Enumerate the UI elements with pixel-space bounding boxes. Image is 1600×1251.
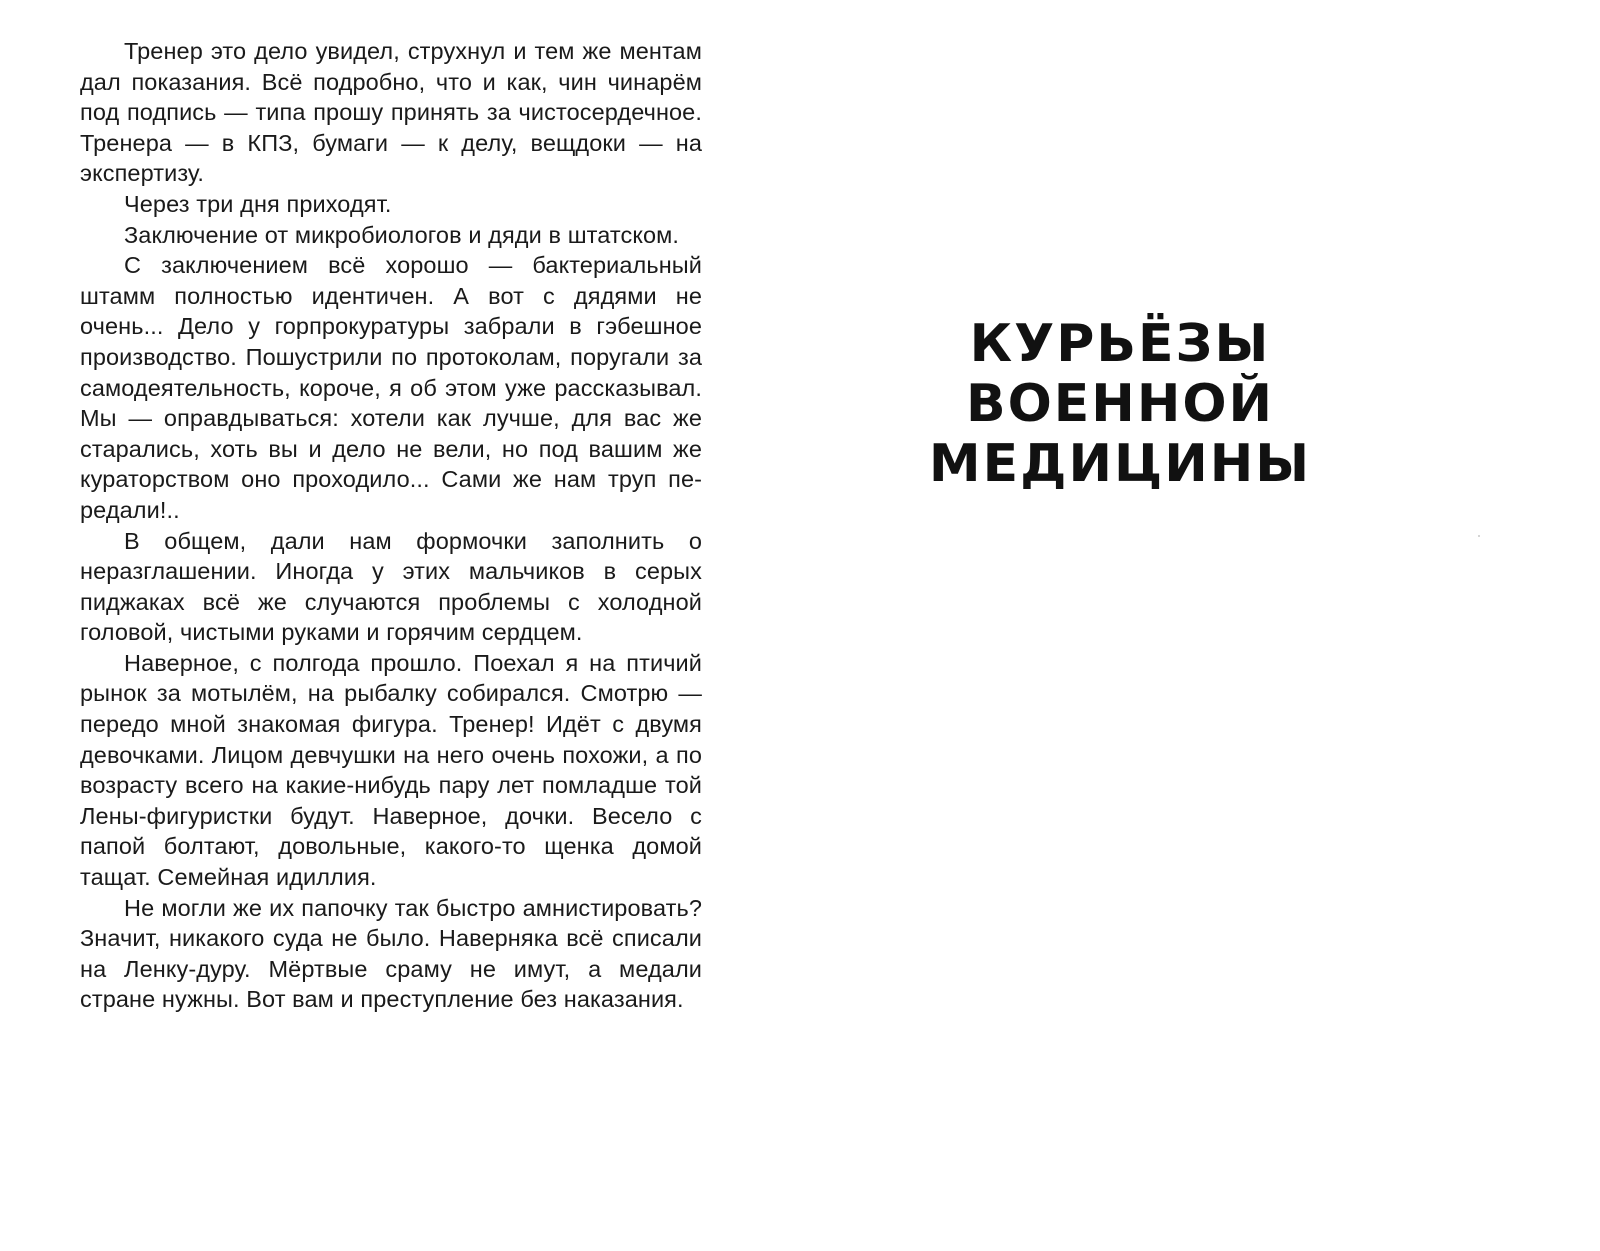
paragraph-5: В общем, дали нам формочки заполнить о неразглашении. Иногда у этих мальчиков в серых пиджаках всё же случаются проблемы с холодной головой, чистыми руками и горячим сердцем. <box>80 527 702 646</box>
paragraph-7: Не могли же их папочку так быстро амнистировать? Значит, никакого суда не было. Наверняка всё списали на Ленку-дуру. Мёртвые сраму не имут, а медали стране нужны. Вот вам и преступление без наказания. <box>80 894 702 1013</box>
left-page <box>80 36 702 1036</box>
chapter-title-line-2: ВОЕННОЙ <box>965 374 1275 434</box>
paragraph-4: С заключением всё хорошо — бактериальный штамм полностью идентичен. А вот с дядями не очень... Дело у горпрокуратуры забрали в гэбешное производство. Пошустрили по протоколам, поругали за самодеятельность, короче, я об этом уже рассказывал. Мы — оправдываться: хотели как лучше, для вас же старались, хоть вы и дело не вели, но под вашим же кураторством оно проходило... Сами же нам труп передали!.. <box>80 252 702 523</box>
chapter-title-line-3: МЕДИЦИНЫ <box>928 434 1312 494</box>
right-page <box>800 0 1600 1251</box>
paragraph-6: Наверное, с полгода прошло. Поехал я на птичий рынок за мотылём, на рыбалку собирался. Смотрю — передо мной знакомая фигура. Тренер! Идёт с двумя девочками. Лицом девчушки на него очень похожи, а по возрасту всего на какие-нибудь пару лет помладше той Лены-фигуристки будут. Наверное, дочки. Весело с папой болтают, довольные, какого-то щенка домой тащат. Семейная идиллия. <box>80 649 702 891</box>
chapter-title-line-1: КУРЬЁЗЫ <box>969 314 1271 374</box>
paragraph-2: Через три дня приходят. <box>124 190 392 217</box>
paragraph-3: Заключение от микробиологов и дяди в штатском. <box>124 221 680 248</box>
chapter-title <box>800 314 1440 494</box>
scan-speck <box>1478 535 1480 537</box>
paragraph-1: Тренер это дело увидел, струхнул и тем же ментам дал показания. Всё подробно, что и как, чин чинарём под подпись — типа прошу принять за чистосердечное. Тренера — в КПЗ, бумаги — к делу, вещдоки — на экспертизу. <box>80 38 702 187</box>
